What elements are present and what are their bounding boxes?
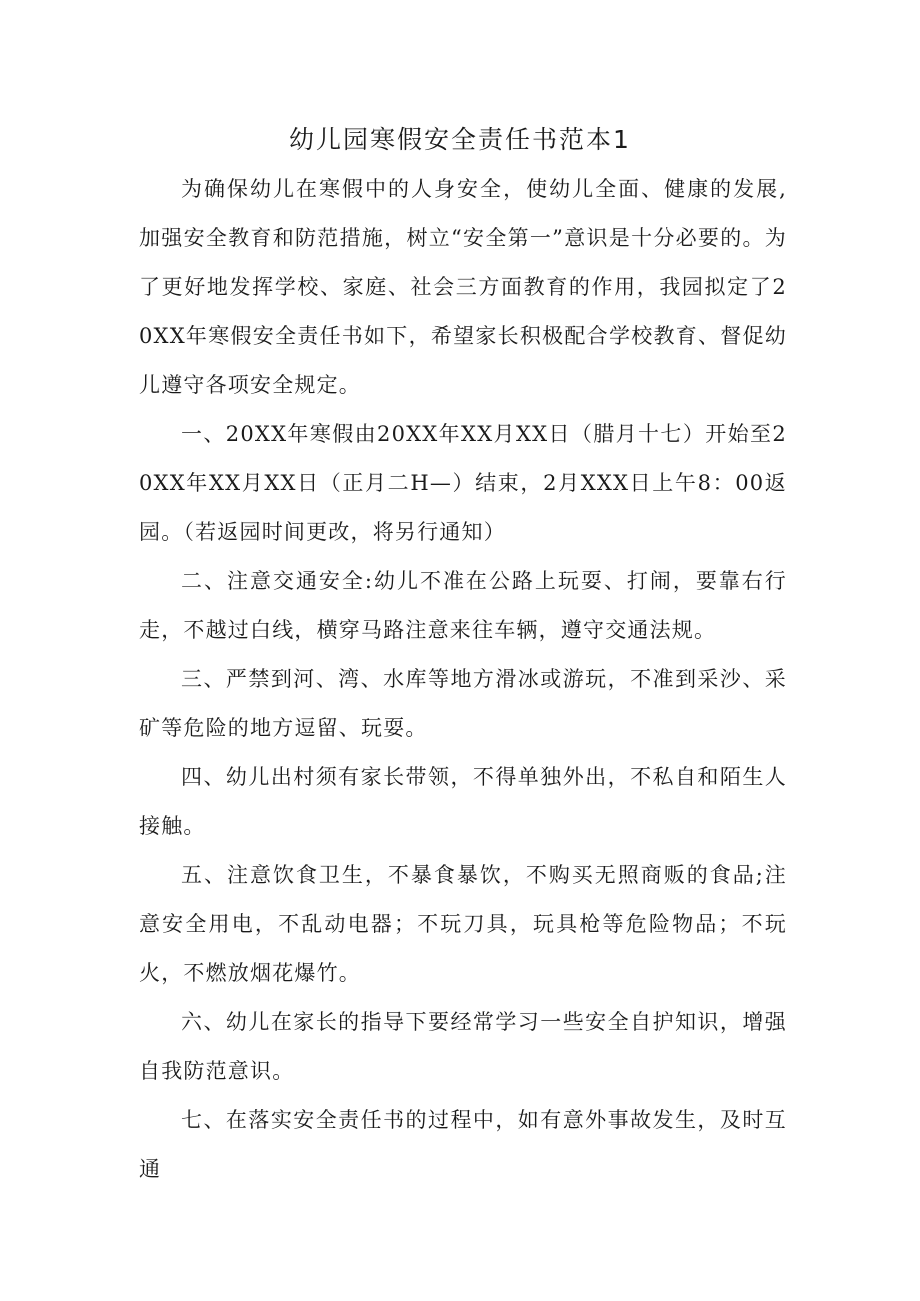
clause-7-paragraph: 七、在落实安全责任书的过程中，如有意外事故发生，及时互通 [139,1108,787,1181]
clause-5-paragraph: 五、注意饮食卫生，不暴食暴饮，不购买无照商贩的食品;注意安全用电，不乱动电器；不玩刀具，玩具枪等危险物品；不玩火，不燃放烟花爆竹。 [139,863,787,985]
intro-paragraph: 为确保幼儿在寒假中的人身安全，使幼儿全面、健康的发展,加强安全教育和防范措施，树立“安全第一”意识是十分必要的。为了更好地发挥学校、家庭、社会三方面教育的作用，我园拟定了20XX年寒假安全责任书如下，希望家长积极配合学校教育、督促幼儿遵守各项安全规定。 [139,177,787,397]
document-title: 幼儿园寒假安全责任书范本1 [289,125,631,154]
clause-4-paragraph: 四、幼儿出村须有家长带领，不得单独外出，不私自和陌生人接触。 [139,765,787,838]
clause-6-paragraph: 六、幼儿在家长的指导下要经常学习一些安全自护知识，增强自我防范意识。 [139,1010,787,1083]
clause-3-paragraph: 三、严禁到河、湾、水库等地方滑冰或游玩，不准到采沙、采矿等危险的地方逗留、玩耍。 [139,667,787,740]
clause-2-paragraph: 二、注意交通安全:幼儿不准在公路上玩耍、打闹，要靠右行走，不越过白线，横穿马路注意来往车辆，遵守交通法规。 [139,569,787,642]
document-body [139,165,787,1194]
clause-1-paragraph: 一、20XX年寒假由20XX年XX月XX日（腊月十七）开始至20XX年XX月XX日（正月二H—）结束，2月XXX日上午8：00返园。（若返园时间更改，将另行通知） [139,422,787,544]
